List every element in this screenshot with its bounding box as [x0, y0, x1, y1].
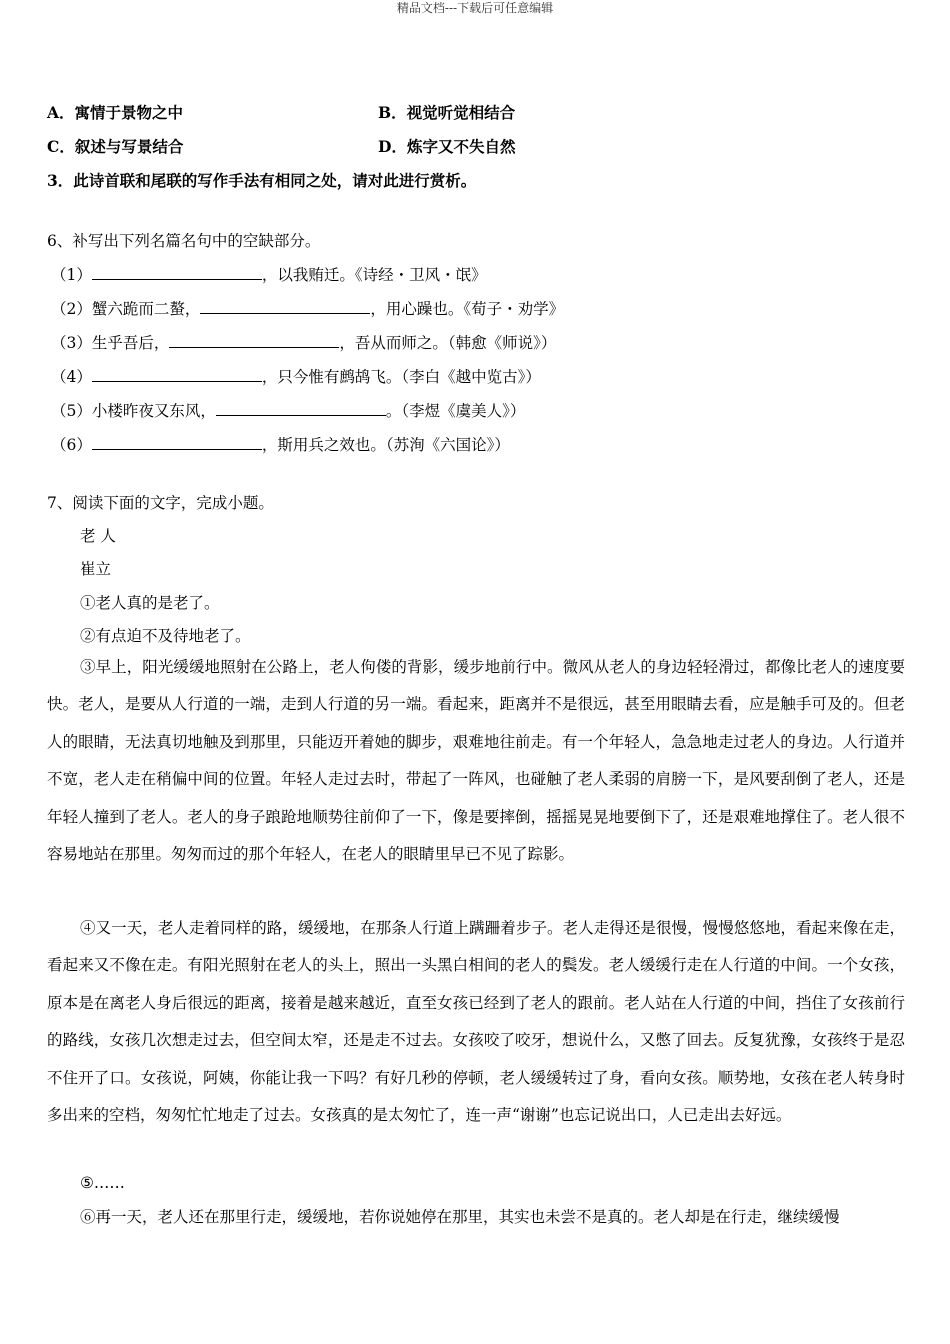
paragraph-1: ①老人真的是老了。: [80, 594, 220, 612]
option-a: A．寓情于景物之中: [47, 103, 184, 122]
fill-item-1: [51, 264, 487, 285]
answer-blank[interactable]: [216, 400, 386, 416]
fill-item-suffix: ，只今惟有鹧鸪飞。（李白《越中览古》）: [261, 368, 541, 386]
paragraph-2: ②有点迫不及待地老了。: [80, 627, 251, 645]
fill-item-suffix: ，斯用兵之效也。（苏洵《六国论》）: [261, 436, 510, 454]
fill-item-prefix: （2）蟹六跪而二螯，: [51, 300, 201, 318]
fill-item-suffix: ，吾从而师之。（韩愈《师说》）: [339, 334, 557, 352]
fill-item-6: [51, 434, 510, 455]
fill-item-2: [51, 298, 564, 319]
fill-item-prefix: （3）生乎吾后，: [51, 334, 170, 352]
answer-blank[interactable]: [169, 332, 339, 348]
fill-item-prefix: （4）: [51, 368, 92, 386]
fill-item-3: [51, 332, 556, 353]
story-title: 老 人: [80, 527, 116, 545]
paragraph-4: ④又一天，老人走着同样的路，缓缓地，在那条人行道上蹒跚着步子。老人走得还是很慢，慢慢悠悠地，看起来像在走，看起来又不像在走。有阳光照射在老人的头上，照出一头黑白相间的老人的鬓发。老人缓缓行走在人行道的中间。一个女孩，原本是在离老人身后很远的距离，接着是越来越近，直至女孩已经到了老人的跟前。老人站在人行道的中间，挡住了女孩前行的路线，女孩几次想走过去，但空间太窄，还是走不过去。女孩咬了咬牙，想说什么，又憋了回去。反复犹豫，女孩终于是忍不住开了口。女孩说，阿姨，你能让我一下吗？有好几秒的停顿，老人缓缓转过了身，看向女孩。顺势地，女孩在老人转身时多出来的空档，匆匆忙忙地走了过去。女孩真的是太匆忙了，连一声“谢谢”也忘记说出口，人已走出去好远。: [47, 919, 905, 1125]
story-author: 崔立: [80, 560, 112, 578]
question-6-title: 6、补写出下列名篇名句中的空缺部分。: [47, 232, 321, 250]
paragraph-5: ⑤……: [80, 1174, 125, 1192]
question-7-title: 7、阅读下面的文字，完成小题。: [47, 494, 274, 512]
question-3: 3．此诗首联和尾联的写作手法有相同之处，请对此进行赏析。: [47, 171, 477, 190]
page-header: 精品文档---下载后可任意编辑: [396, 1, 554, 15]
option-c: C．叙述与写景结合: [47, 137, 184, 156]
fill-item-4: [51, 366, 541, 387]
option-d: D．炼字又不失自然: [378, 137, 516, 156]
fill-item-prefix: （5）小楼昨夜又东风，: [51, 402, 216, 420]
paragraph-3: ③早上，阳光缓缓地照射在公路上，老人佝偻的背影，缓步地前行中。微风从老人的身边轻轻滑过，都像比老人的速度要快。老人，是要从人行道的一端，走到人行道的另一端。看起来，距离并不是很远，甚至用眼睛去看，应是触手可及的。但老人的眼睛，无法真切地触及到那里，只能迈开着她的脚步，艰难地往前走。有一个年轻人，急急地走过老人的身边。人行道并不宽，老人走在稍偏中间的位置。年轻人走过去时，带起了一阵风，也碰触了老人柔弱的肩膀一下，是风要刮倒了老人，还是年轻人撞到了老人。老人的身子踉跄地顺势往前仰了一下，像是要摔倒，摇摇晃晃地要倒下了，还是艰难地撑住了。老人很不容易地站在那里。匆匆而过的那个年轻人，在老人的眼睛里早已不见了踪影。: [47, 658, 905, 864]
paragraph-6: ⑥再一天，老人还在那里行走，缓缓地，若你说她停在那里，其实也未尝不是真的。老人却是在行走，继续缓慢: [80, 1208, 840, 1226]
fill-item-5: [51, 400, 525, 421]
fill-item-prefix: （1）: [51, 266, 92, 284]
answer-blank[interactable]: [92, 264, 262, 280]
answer-blank[interactable]: [92, 434, 262, 450]
option-b: B．视觉听觉相结合: [378, 103, 516, 122]
answer-blank[interactable]: [200, 298, 370, 314]
fill-item-suffix: ，用心躁也。《荀子・劝学》: [370, 300, 565, 318]
answer-blank[interactable]: [92, 366, 262, 382]
fill-item-suffix: 。（李煜《虞美人》）: [385, 402, 526, 420]
fill-item-prefix: （6）: [51, 436, 92, 454]
fill-item-suffix: ，以我贿迁。《诗经・卫风・氓》: [261, 266, 487, 284]
